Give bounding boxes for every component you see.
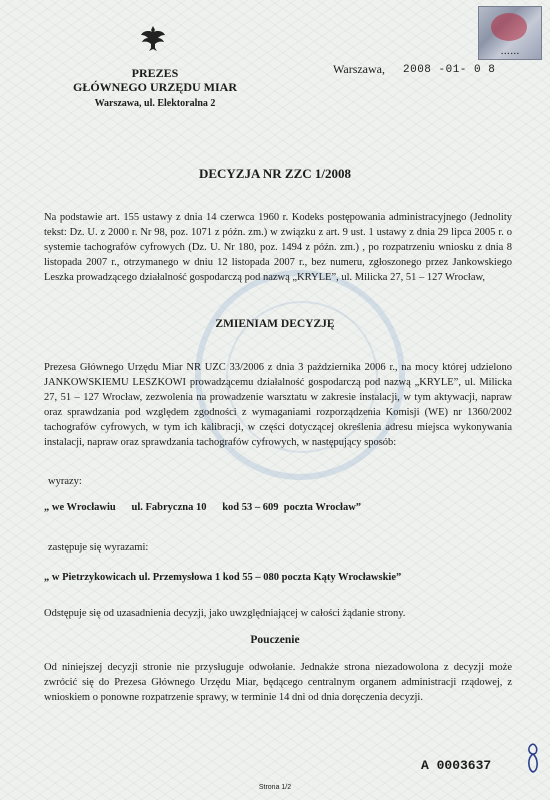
new-address-quote: „ w Pietrzykowicach ul. Przemysłowa 1 kod 55 – 080 poczta Kąty Wrocławskie” <box>44 572 402 583</box>
decision-title: DECYZJA NR ZZC 1/2008 <box>198 166 352 181</box>
instruction-heading: Pouczenie <box>250 634 300 646</box>
handwritten-mark-icon <box>525 740 541 778</box>
old-words-label: wyrazy: <box>48 476 82 487</box>
replacement-label: zastępuje się wyrazami: <box>48 542 149 553</box>
old-address-quote: „ we Wrocławiu ul. Fabryczna 10 kod 53 – 609 poczta Wrocław” <box>44 502 362 513</box>
issue-place: Warszawa, <box>333 62 386 76</box>
hologram-microprint-icon: ▪ ▪ ▪ ▪ ▪ ▪ <box>501 51 519 57</box>
decision-heading: ZMIENIAM DECYZJĘ <box>215 318 335 330</box>
eagle-emblem-icon <box>140 24 166 52</box>
issuer-address: Warszawa, ul. Elektoralna 2 <box>94 98 216 109</box>
justification-note: Odstępuje się od uzasadnienia decyzji, jako uwzględniającej w całości żądanie strony. <box>44 608 406 619</box>
instruction-paragraph: Od niniejszej decyzji stronie nie przysługuje odwołanie. Jednakże strona niezadowolona z decyzji może zwrócić się do Prezesa Głównego Urzędu Miar, będącego centralnym organem administracji rządowej, z wnioskiem o ponowne rozpatrzenie sprawy, w terminie 14 dni od dnia doręczenia decyzji. <box>44 662 512 703</box>
issuer-title: PREZES <box>131 66 179 80</box>
hologram-sticker <box>478 6 542 60</box>
decision-paragraph: Prezesa Głównego Urzędu Miar NR UZC 33/2006 z dnia 3 października 2006 r., na mocy której udzielono JANKOWSKIEMU LESZKOWI prowadzącemu działalność gospodarczą pod nazwą „KRYLE”, ul. Milicka 27, 51 – 127 Wrocław, zezwolenia na prowadzenie warsztatu w zakresie instalacji, w tym aktywacji, napraw oraz sprawdzania pod względem zgodności z wymaganiami rozporządzenia Komisji (WE) nr 1360/2002 tachografów cyfrowych, w tym ich kalibracji, w części dotyczącej określenia adresu miejsca wykonywania instalacji, napraw oraz sprawdzania tachografów cyfrowych, w następujący sposób: <box>44 362 512 448</box>
serial-number: A 0003637 <box>421 758 492 773</box>
date-stamp: 2008 -01- 0 8 <box>403 64 496 76</box>
legal-basis-paragraph: Na podstawie art. 155 ustawy z dnia 14 czerwca 1960 r. Kodeks postępowania administracyjnego (Jednolity tekst: Dz. U. z 2000 r. Nr 98, poz. 1071 z późn. zm.) w związku z art. 9 ust. 1 ustawy z dnia 29 lipca 2005 r. o systemie tachografów cyfrowych (Dz. U. Nr 180, poz. 1494 z późn. zm.) , po rozpatrzeniu wniosku z dnia 8 listopada 2007 r., otrzymanego w dniu 12 listopada 2007 r., bez numeru, zgłoszonego przez Jankowskiego Leszka prowadzącego działalność gospodarczą pod nazwą „KRYLE”, ul. Milicka 27, 51 – 127 Wrocław, <box>44 212 512 283</box>
page-number: Strona 1/2 <box>258 784 292 791</box>
hologram-emblem-icon <box>491 13 527 41</box>
issuer-name: GŁÓWNEGO URZĘDU MIAR <box>72 80 237 94</box>
